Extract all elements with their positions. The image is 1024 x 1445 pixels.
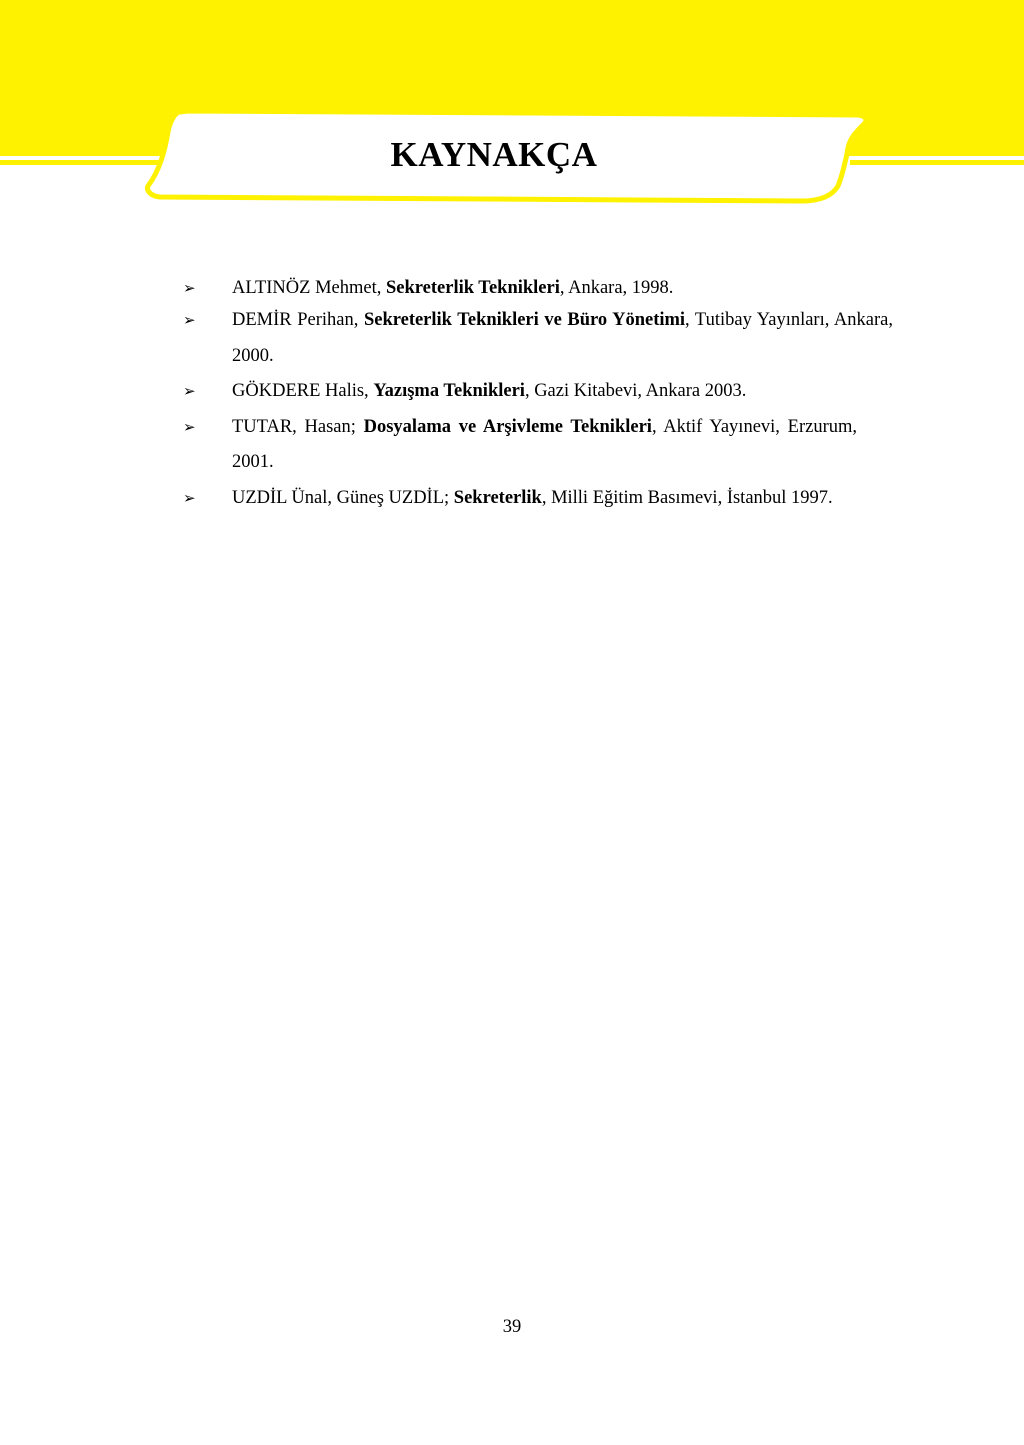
list-item (183, 273, 893, 303)
reference-publication: , Aktif Yayınevi, Erzurum, 2001. (232, 416, 857, 472)
reference-publication: , Ankara, 1998. (559, 278, 674, 298)
page-number: 39 (502, 1317, 522, 1337)
arrow-bullet-icon: ➢ (183, 417, 196, 436)
header-banner (0, 0, 1024, 215)
reference-publication: , Milli Eğitim Basımevi, İstanbul 1997. (541, 487, 833, 508)
list-item (183, 481, 893, 517)
reference-book-title: Sekreterlik (453, 487, 542, 508)
reference-book-title: Sekreterlik Teknikleri (385, 278, 560, 298)
arrow-bullet-icon: ➢ (183, 311, 196, 329)
page-title: KAYNAKÇA (390, 135, 598, 174)
reference-book-title: Sekreterlik Teknikleri ve Büro Yönetimi (363, 310, 686, 330)
reference-book-title: Dosyalama ve Arşivleme Teknikleri (363, 416, 652, 437)
reference-author: ALTINÖZ Mehmet, (232, 278, 386, 298)
list-item (183, 410, 893, 481)
reference-author: TUTAR, Hasan; (232, 416, 364, 437)
reference-author: GÖKDERE Halis, (232, 381, 374, 401)
list-item (183, 303, 893, 374)
reference-publication: , Tutibay Yayınları, Ankara, 2000. (232, 310, 893, 366)
reference-book-title: Yazışma Teknikleri (373, 381, 525, 401)
reference-list (183, 273, 893, 516)
reference-author: UZDİL Ünal, Güneş UZDİL; (232, 487, 454, 508)
reference-publication: , Gazi Kitabevi, Ankara 2003. (524, 381, 747, 401)
arrow-bullet-icon: ➢ (183, 279, 196, 297)
arrow-bullet-icon: ➢ (183, 488, 196, 507)
arrow-bullet-icon: ➢ (183, 382, 196, 400)
reference-author: DEMİR Perihan, (232, 310, 364, 330)
list-item (183, 374, 893, 410)
